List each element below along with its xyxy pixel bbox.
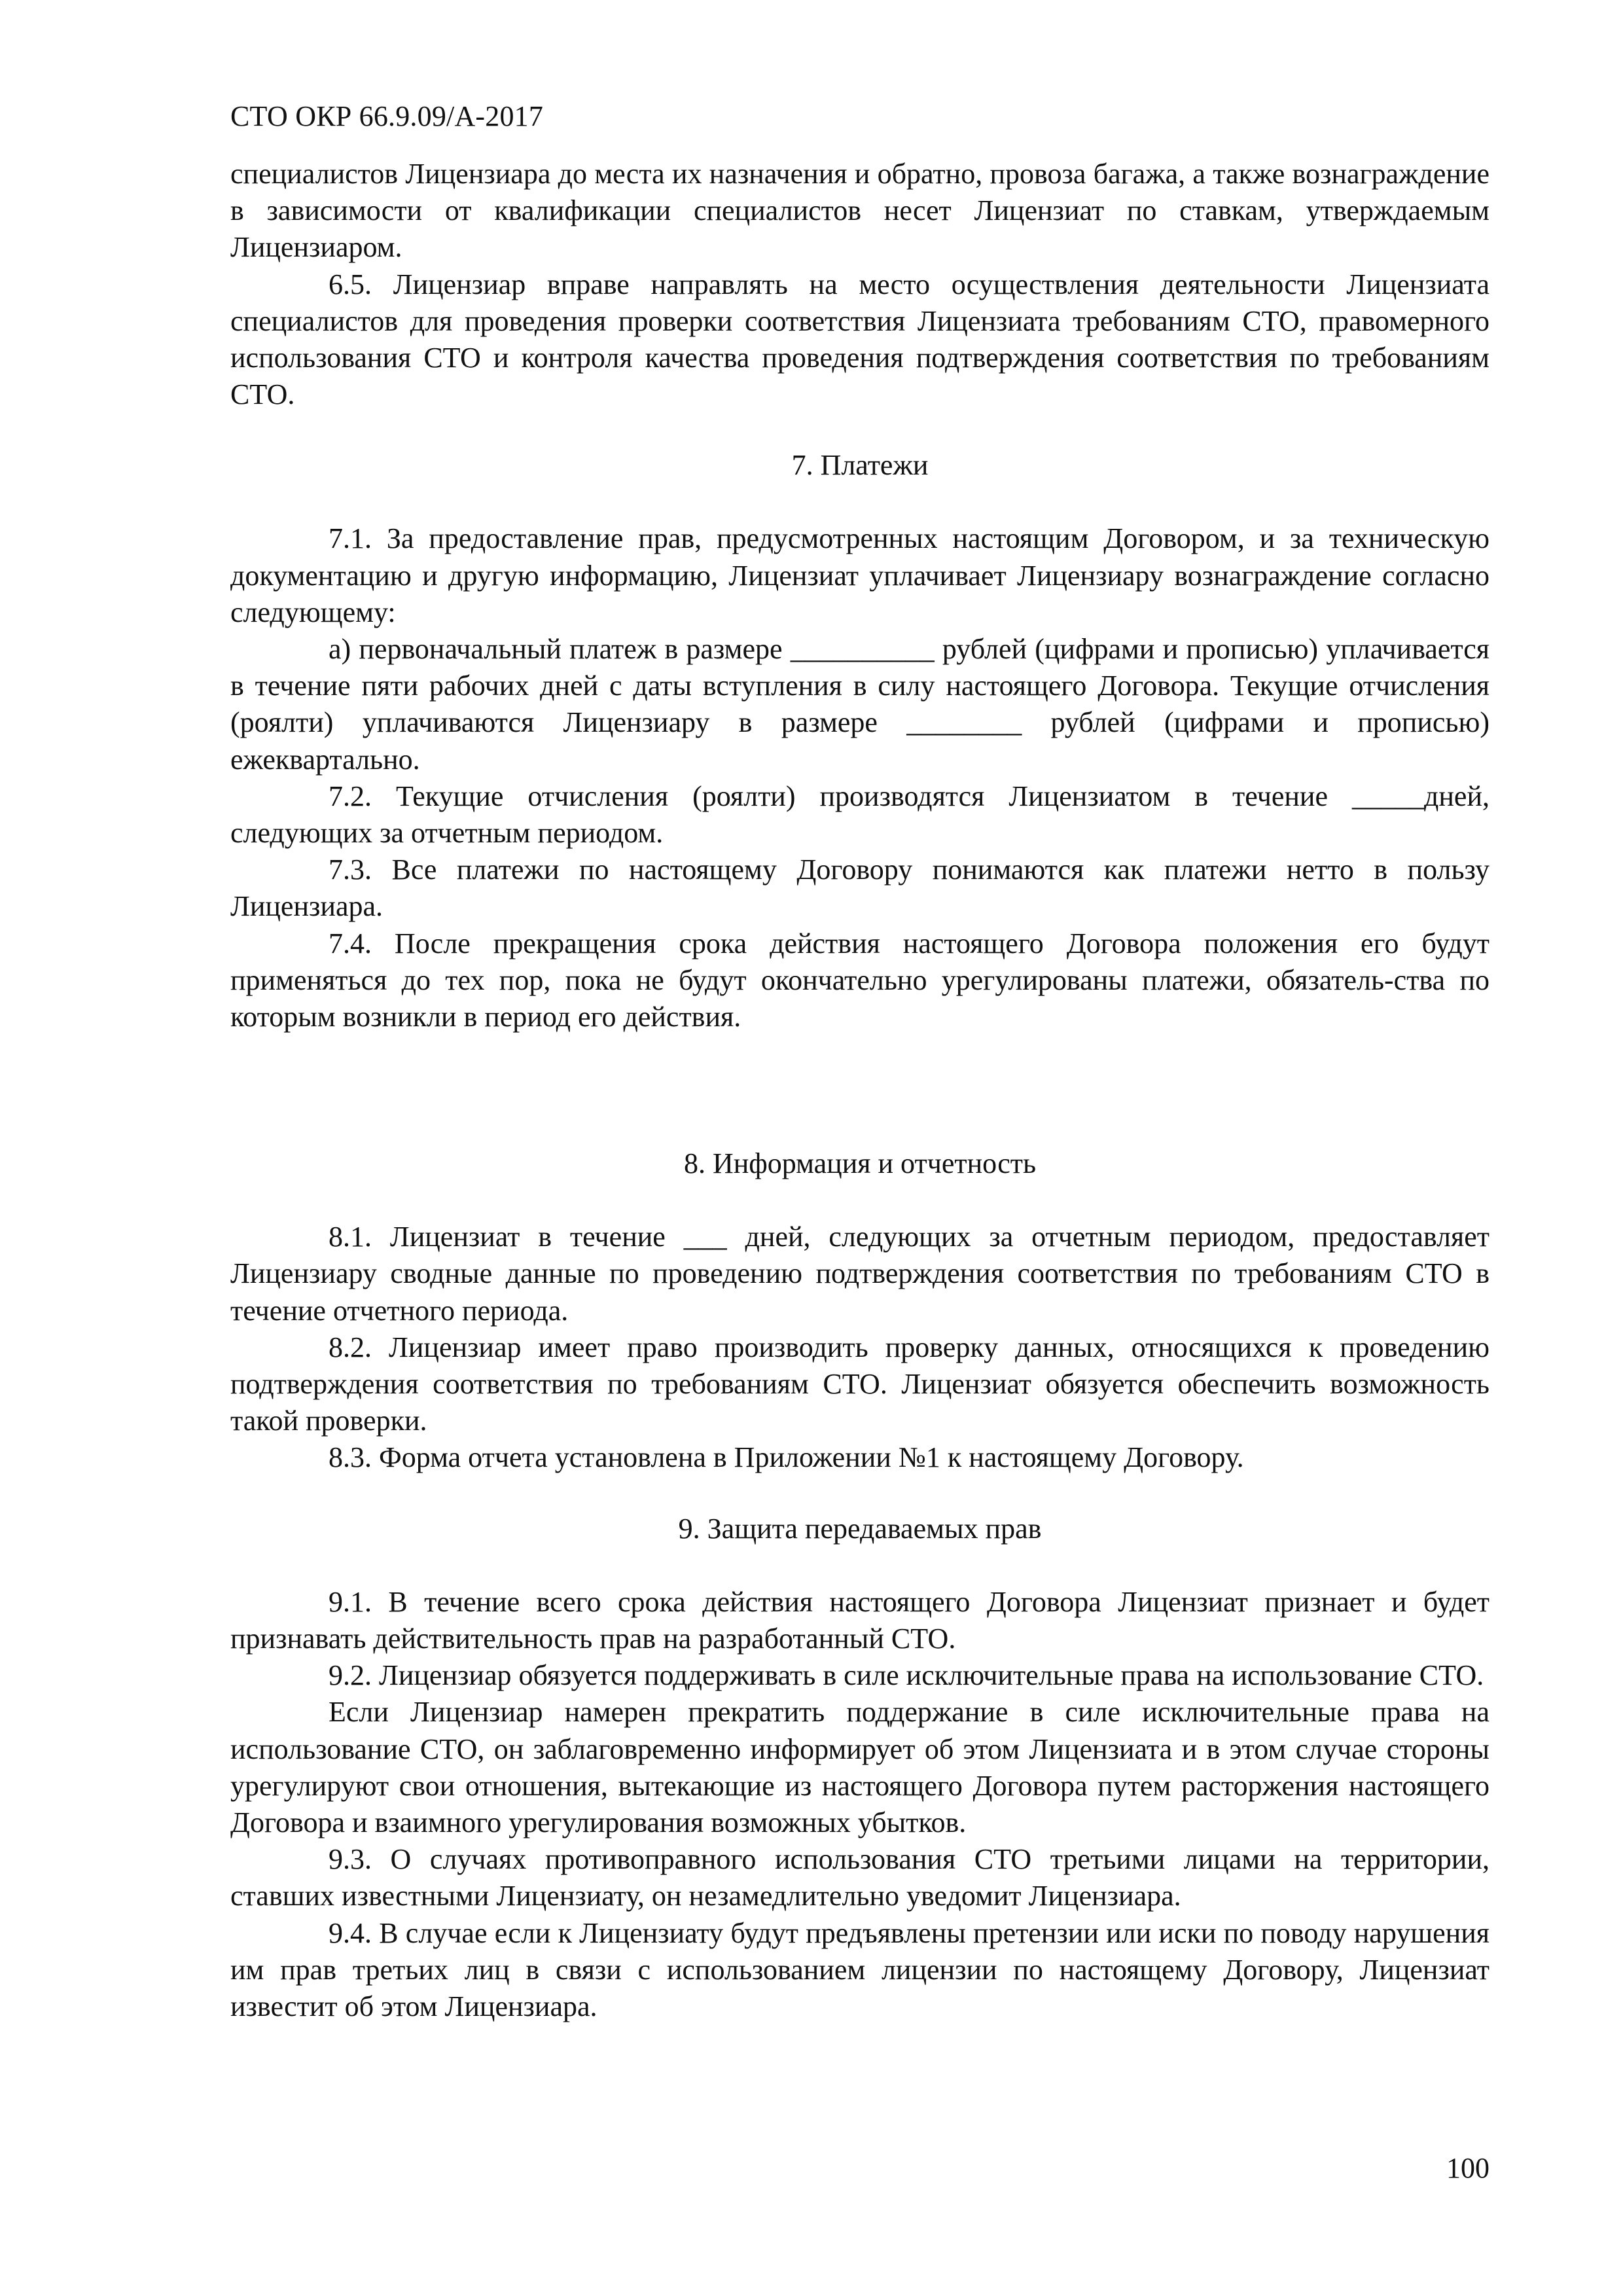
section-heading-8: 8. Информация и отчетность: [683, 1147, 1037, 1180]
running-header: СТО ОКР 66.9.09/А-2017: [230, 100, 544, 132]
section-heading-9: 9. Защита передаваемых прав: [678, 1512, 1042, 1545]
paragraph-7-2: 7.2. Текущие отчисления (роялти) производятся Лицензиатом в течение _____дней, следующих за отчетным периодом.: [230, 780, 1489, 850]
paragraph-9-1: 9.1. В течение всего срока действия настоящего Договора Лицензиат признает и будет признавать действительность прав на разработанный СТО.: [230, 1585, 1489, 1655]
page-number: 100: [1446, 2152, 1489, 2184]
paragraph-8-3: 8.3. Форма отчета установлена в Приложении №1 к настоящему Договору.: [329, 1441, 1244, 1474]
document-body: [230, 156, 1489, 2025]
paragraph-8-2: 8.2. Лицензиар имеет право производить проверку данных, относящихся к проведению подтверждения соответствия по требованиям СТО. Лицензиат обязуется обеспечить возможность такой проверки.: [230, 1331, 1489, 1437]
paragraph-7-3: 7.3. Все платежи по настоящему Договору понимаются как платежи нетто в пользу Лицензиара.: [230, 853, 1489, 923]
section-heading-7: 7. Платежи: [791, 449, 929, 482]
paragraph-9-4: 9.4. В случае если к Лицензиату будут предъявлены претензии или иски по поводу нарушения им прав третьих лиц в связи с использованием лицензии по настоящему Договору, Лицензиат известит об этом Лицензиара.: [230, 1916, 1489, 2022]
paragraph-7-1-a: а) первоначальный платеж в размере __________ рублей (цифрами и прописью) уплачивается в течение пяти рабочих дней с даты вступления в силу настоящего Договора. Текущие отчисления (роялти) уплачиваются Лицензиару в размере ________ рублей (цифрами и прописью) ежеквартально.: [230, 633, 1489, 776]
paragraph-6-5: 6.5. Лицензиар вправе направлять на место осуществления деятельности Лицензиата специалистов для проведения проверки соответствия Лицензиата требованиям СТО, правомерного использования СТО и контроля качества проведения подтверждения соответствия по требованиям СТО.: [230, 268, 1489, 411]
paragraph-7-4: 7.4. После прекращения срока действия настоящего Договора положения его будут применяться до тех пор, пока не будут окончательно урегулированы платежи, обязатель-ства по которым возникли в период его действия.: [230, 927, 1489, 1033]
paragraph-8-1: 8.1. Лицензиат в течение ___ дней, следующих за отчетным периодом, предоставляет Лицензиару сводные данные по проведению подтверждения соответствия по требованиям СТО в течение отчетного периода.: [230, 1221, 1489, 1327]
paragraph-9-3: 9.3. О случаях противоправного использования СТО третьими лицами на территории, ставших известными Лицензиату, он незамедлительно уведомит Лицензиара.: [230, 1843, 1489, 1912]
paragraph-6-4-continuation: специалистов Лицензиара до места их назначения и обратно, провоза багажа, а также вознаграждение в зависимости от квалификации специалистов несет Лицензиат по ставкам, утверждаемым Лицензиаром.: [230, 158, 1489, 264]
paragraph-7-1: 7.1. За предоставление прав, предусмотренных настоящим Договором, и за техническую документацию и другую информацию, Лицензиат уплачивает Лицензиару вознаграждение согласно следующему:: [230, 522, 1489, 628]
paragraph-9-2-b: Если Лицензиар намерен прекратить поддержание в силе исключительные права на использование СТО, он заблаговременно информирует об этом Лицензиата и в этом случае стороны урегулируют свои отношения, вытекающие из настоящего Договора путем расторжения настоящего Договора и взаимного урегулирования возможных убытков.: [230, 1696, 1489, 1839]
paragraph-9-2: 9.2. Лицензиар обязуется поддерживать в силе исключительные права на использование СТО.: [329, 1659, 1484, 1692]
